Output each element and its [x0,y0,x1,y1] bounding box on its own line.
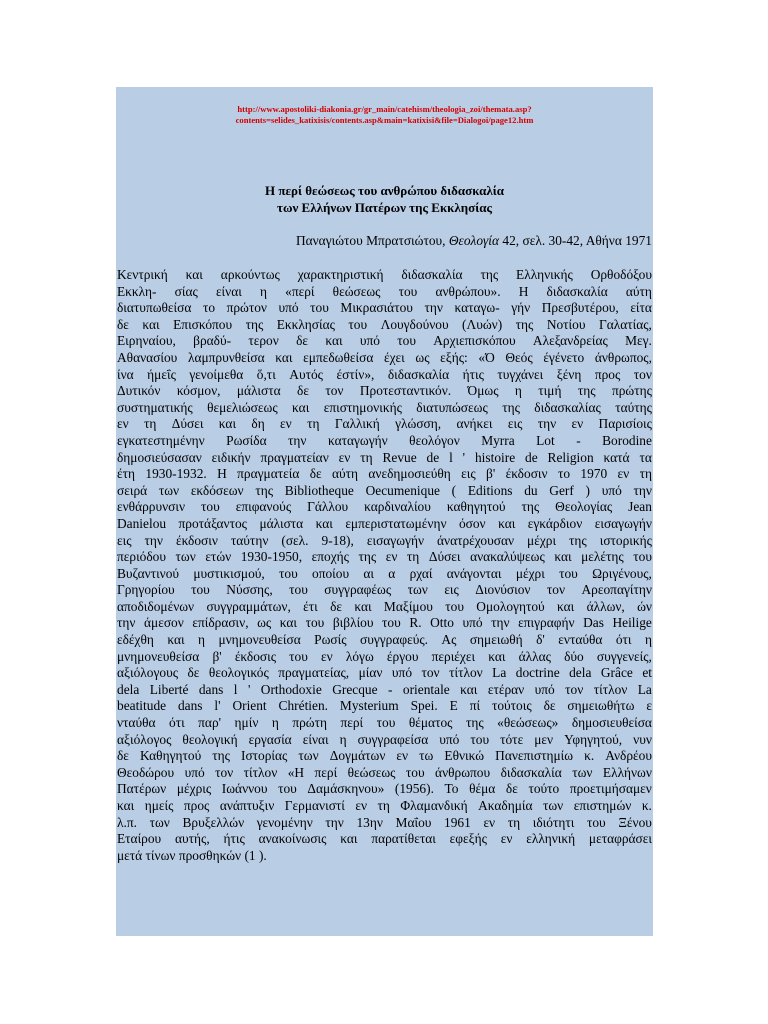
body-line: και ημείς προς ανάπτυξιν Γερμανιστί εν τη Φλαμανδική Ακαδημία των επιστημών κ. [117,798,652,813]
body-line: Ειρηναίου, βραδύ- τερον δε και υπό του Αρχιεπισκόπου Αλεξανδρείας Μεγ. [117,333,652,349]
body-line: σειρά των εκδόσεων της Bibliotheque Oecumenique ( Editions du Gerf ) υπό την [117,482,652,498]
body-line: ίνα ήμεΐς γενοίμεθα ὅ,τι Αυτός έστίν», διδασκαλία ήτις τυγχάνει ξένη προς τον [117,366,652,382]
article-body [116,267,653,864]
body-line: αξιόλογους δε θεολογικός πραγματείας, μίαν υπό τον τίτλον La doctrine dela Grâce et [117,665,652,681]
body-line: αποδιδομένων συγγραμμάτων, έτι δε και Μαξίμου του Ομολογητού και άλλων, ών [117,598,652,614]
body-line: Αθανασίου λαμπρυνθείσα και εμπεδωθείσα έχει ως εξής: «Ό Θεός έγένετο άνθρωπος, [117,349,652,365]
body-line: Εταίρου αυτής, ήτις ανακοίνωσις και παρατίθεται εφεξής εν ελληνική μεταφράσει [117,831,652,847]
body-line: την άμεσον επίδρασιν, ως και του βιβλίου του R. Otto υπό την επιγραφήν Das Heilige [117,615,652,631]
citation-author: Παναγιώτου Μπρατσιώτου, [295,233,449,248]
body-line: διατυπωθείσα το πρώτον υπό του Μικρασιάτου την καταγω- γήν Πρεσβυτέρου, είτα [117,300,652,316]
body-line: Δυτικόν κόσμον, μάλιστα δε τον Προτεσταντικόν. Όμως η τιμή της πρώτης [117,383,652,399]
article-title [116,182,653,216]
body-line: δε και Επισκόπου της Εκκλησίας του Λουγδούνου (Λυών) της Νοτίου Γαλατίας, [117,316,652,332]
body-line: Κεντρική και αρκούντως χαρακτηριστική διδασκαλία της Ελληνικής Ορθοδόξου [117,267,652,282]
citation-journal: Θεολογία [448,233,500,248]
body-line: εδέχθη και η μνημονευθείσα Ρωσίς συγγραφεύς. Ας σημειωθή δ' ενταύθα ότι η [117,632,652,648]
body-line: Εκκλη- σίας είναι η «περί θεώσεως του ανθρώπου». Η διδασκαλία αύτη [117,283,652,299]
body-line: Θεοδώρου υπό τον τίτλον «Η περί θεώσεως του άνθρωπου διδασκαλία των Ελλήνων [117,764,652,780]
body-line: λ.π. των Βρυξελλών γενομένην την 13ην Μαΐου 1961 εν τη ιδιότητι του Ξένου [117,814,652,830]
body-line: έτη 1930-1932. Η πραγματεία δε αύτη ανεδημοσιεύθη εις β' έκδοσιν το 1970 εν τη [117,466,652,482]
body-line: Πατέρων μέχρις Ιωάννου του Δαμάσκηνου» (1956). Το θέμα δε τούτο προετιμήσαμεν [117,781,652,797]
source-url-line-1[interactable]: http://www.apostoliki-diakonia.gr/gr_main/catehism/theologia_zoi/themata.asp? [237,104,532,114]
article-title-line-1: Η περί θεώσεως του ανθρώπου διδασκαλία [264,183,505,198]
body-line: μετά τίνων προσθηκών (1 ). [117,847,267,863]
body-line: Γρηγορίου του Νύσσης, του συγγραφέως των εις Διονύσιον τον Αρεοπαγίτην [117,582,652,598]
body-line: δε Καθηγητού της Ιστορίας των Δογμάτων εν τω Εθνικώ Πανεπιστημίω κ. Ανδρέου [117,748,652,764]
article-title-line-2: των Ελλήνων Πατέρων της Εκκλησίας [276,200,492,215]
body-line: εν τη Δύσει και δη εν τη Γαλλική γλώσση, ανήκει εις την εν Παρισίοις [117,416,652,432]
body-line: μνημονευθείσα β' έκδοσις του εν λόγω έργου περιέχει και άλλας δύο συγγενείς, [117,648,652,664]
body-line: συστηματικής θεμελιώσεως και επιστημονικής διατυπώσεως της διδασκαλίας ταύτης [117,399,652,415]
body-line: περιόδου των ετών 1930-1950, εποχής της εν τη Δύσει ανακαλύψεως και μελέτης του [117,549,652,565]
body-line: Βυζαντινού μυστικισμού, του οποίου αι α ρχαί ανάγονται μέχρι του Ωριγένους, [117,565,652,581]
citation [116,232,653,249]
body-line: ενθάρρυνσιν του επιφανούς Γάλλου καρδιναλίου καθηγητού της Θεολογίας Jean [117,499,652,515]
body-line: Danielou προτάξαντος μάλιστα και εμπεριστατωμένην όσον και εγκάρδιον εισαγωγήν [117,515,652,531]
body-line: εις την έκδοσιν ταύτην (σελ. 9-18), εισαγωγήν άνατρέχουσαν μέχρι της ιστορικής [117,532,652,548]
document-page [116,87,653,936]
body-line: δημοσιεύσασαν ειδικήν πραγματείαν εν τη Revue de l ' histoire de Religion κατά τα [117,449,652,465]
source-url-line-2[interactable]: contents=selides_katixisis/contents.asp&main=katixisi&file=Dialogoi/page12.htm [235,115,534,125]
source-url-link[interactable] [195,104,575,126]
citation-details: 42, σελ. 30-42, Αθήνα 1971 [499,233,652,248]
body-line: εγκατεστημένην Ρωσίδα την καταγωγήν θεολόγον Myrra Lot - Borodine [117,432,652,448]
body-line: νταύθα ότι παρ' ημίν η πρώτη περί του θέματος της «θεώσεως» δημοσιευθείσα [117,715,652,731]
body-line: dela Liberté dans l ' Orthodoxie Grecque - orientale και ετέραν υπό τον τίτλον La [117,681,652,697]
body-line: beatitude dans l' Orient Chrétien. Mysterium Spei. Ε πί τούτοις δε σημειωθήτω ε [117,698,652,714]
body-line: αξιόλογος θεολογική εργασία είναι η συγγραφείσα υπό του τότε μεν Υφηγητού, νυν [117,731,652,747]
